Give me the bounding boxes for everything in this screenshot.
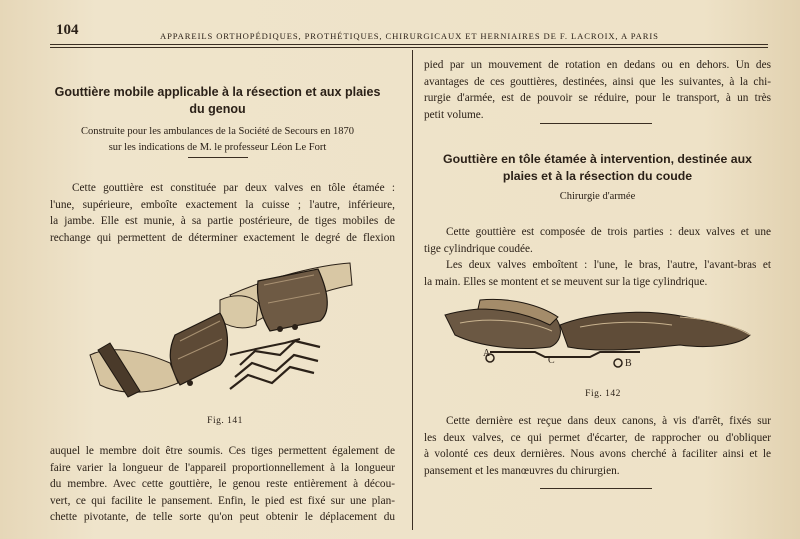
left-paragraph-1: Cette gouttière est constituée par deux valves en tôle étamée : l'une, supérieure, emboîte exactement la cuisse ; l'autre, inférieure, la jambe. Elle est munie, à sa partie postérieure, de tiges mobiles de rechange qui permettent de déterminer exactement le degré de flexion [50, 182, 395, 244]
right-paragraph-0: pied par un mouvement de rotation en dedans ou en dehors. Un des avantages de ces gouttières, destinées, ainsi que les suivantes, à la chi- rurgie d'armée, est de pouvoir se réduire, pour le transport, à un très petit volume. [424, 59, 771, 121]
right-paragraph-3: Cette dernière est reçue dans deux canons, à vis d'arrêt, fixés sur les deux valves, ce qui permet d'écarter, de rapprocher ou d'obliquer à volonté ces deux dernières. Nous avons cherché à faciliter ainsi et le pansement et les manœuvres du chirurgien. [424, 415, 771, 477]
figure-142-elbow-splint [440, 295, 760, 380]
right-short-rule-1 [540, 123, 652, 124]
figure-142-label-b: B [625, 358, 632, 369]
right-short-rule-2 [540, 488, 652, 489]
figure-142-caption: Fig. 142 [585, 389, 621, 399]
left-column [40, 84, 395, 156]
left-section-title: Gouttière mobile applicable à la résection et aux plaies du genou [54, 85, 381, 116]
right-section-subtitle: Chirurgie d'armée [559, 191, 636, 202]
figure-142-label-c: C [548, 355, 555, 366]
header-rule-bottom [50, 47, 768, 48]
page-number: 104 [56, 22, 79, 38]
figure-141-leg-splint [80, 255, 380, 415]
running-title: APPAREILS ORTHOPÉDIQUES, PROTHÉTIQUES, CHIRURGICAUX ET HERNIAIRES DE F. LACROIX, A PARIS [160, 31, 659, 41]
figure-141-caption: Fig. 141 [207, 416, 243, 426]
right-section-title: Gouttière en tôle étamée à intervention, destinée aux plaies et à la résection du coude Chirurgie d'armée [425, 151, 770, 205]
left-section-subtitle: Construite pour les ambulances de la Société de Secours en 1870 sur les indications de M. le professeur Léon Le Fort [81, 126, 354, 153]
left-paragraph-2: auquel le membre doit être soumis. Ces tiges permettent également de faire varier la longueur de l'appareil proportionnellement à la longueur du membre. Avec cette gouttière, le genou reste entièrement à décou- vert, ce qui facilite le pansement. Enfin, le pied est fixé sur une plan- chette pivotante, de telle sorte qu'on peut obtenir le déplacement du [50, 445, 395, 524]
left-short-rule [188, 157, 248, 158]
right-paragraph-1: Cette gouttière est composée de trois parties : deux valves et une tige cylindrique coudée. Les deux valves emboîtent : l'une, le bras, l'autre, l'avant-bras et la main. Elles se montent et se meuvent sur la tige cylindrique. [424, 226, 771, 288]
header-rule-top [50, 44, 768, 45]
figure-142-label-a: A [483, 348, 491, 359]
column-divider [412, 50, 413, 530]
